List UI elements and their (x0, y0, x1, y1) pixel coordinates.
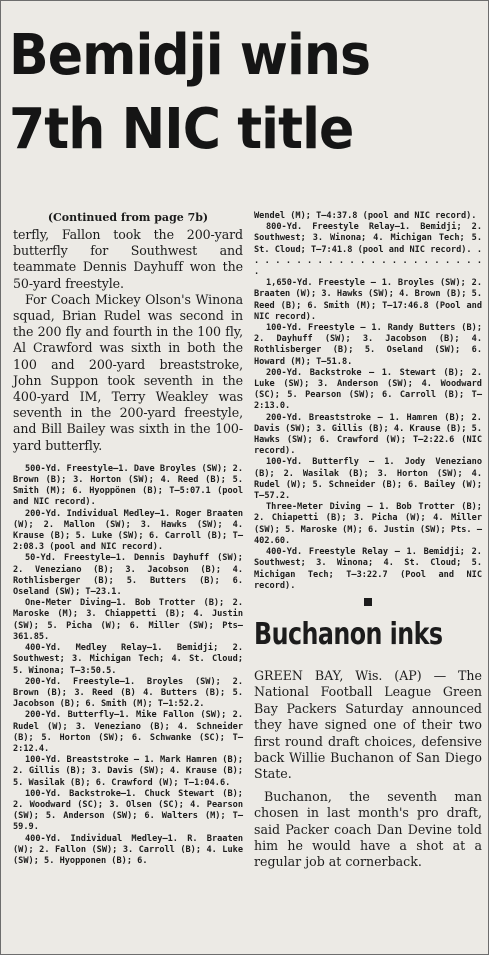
continued-note: (Continued from page 7b) (47, 211, 209, 224)
result-entry: 500-Yd. Freestyle—1. Dave Broyles (SW); 2. Brown (B); 3. Horton (SW); 4. Reed (B); 5. Smith (M); 6. Hyoppönen (B); T—5:07.1 (pool and NIC record). (13, 463, 243, 508)
result-entry: 200-Yd. Butterfly—1. Mike Fallon (SW); 2. Rudel (W); 3. Veneziano (B); 4. Schneider (B); 5. Horton (SW); 6. Schwanke (SC); T—2:12.4. (13, 710, 243, 754)
result-entry: 400-Yd. Medley Relay—1. Bemidji; 2. Southwest; 3. Michigan Tech; 4. St. Cloud; 5. Winona; T—3:50.5. (13, 643, 243, 676)
results-list-left (13, 464, 243, 867)
result-entry: Three-Meter Diving — 1. Bob Trotter (B); 2. Chiapetti (B); 3. Picha (W); 4. Miller (SW); 5. Maroske (M); 6. Justin (SW); Pts. — 402.60. (254, 502, 482, 546)
result-entry: 100-Yd. Breaststroke — 1. Mark Hamren (B); 2. Gillis (B); 3. Davis (SW); 4. Krause (B); 5. Wasilak (B); 6. Crawford (W); T—1:04.6. (13, 755, 243, 788)
result-entry: Wendel (M); T—4:37.8 (pool and NIC record). (254, 211, 477, 221)
section-divider-mark (364, 598, 372, 606)
result-entry: 200-Yd. Freestyle—1. Broyles (SW); 2. Brown (B); 3. Reed (B) 4. Butters (B); 5. Jacobson (B); 6. Smith (M); T—1:52.2. (13, 676, 243, 710)
result-entry: 200-Yd. Breaststroke — 1. Hamren (B); 2. Davis (SW); 3. Gillis (B); 4. Krause (B); 5. Hawks (SW); 6. Crawford (W); T—2:22.6 (NIC record). (254, 412, 482, 457)
result-entry: 1,650-Yd. Freestyle — 1. Broyles (SW); 2. Braaten (W); 3. Hawks (SW); 4. Brown (B); 5. Reed (B); 6. Smith (M); T—17:46.8 (Pool and NIC record). (254, 278, 482, 322)
result-entry: 400-Yd. Individual Medley—1. R. Braaten (W); 2. Fallon (SW); 3. Carroll (B); 4. Luke (SW); 5. Hyopponen (B); 6. (13, 833, 243, 866)
body-paragraph-1: terfly, Fallon took the 200-yard butterfly for Southwest and teammate Dennis Dayhuff won the 50-yard freestyle. (13, 227, 243, 291)
headline-line-2: 7th NIC title (9, 97, 354, 162)
result-entry: 200-Yd. Backstroke — 1. Stewart (B); 2. Luke (SW); 3. Anderson (SW); 4. Woodward (SC); 5. Pearson (SW); 6. Carroll (B); T—2:13.0. (254, 367, 482, 412)
story-paragraph-2: Buchanon, the seventh man chosen in last month's pro draft, said Packer coach Dan Devine told him he would have a shot at a regular job at cornerback. (254, 788, 482, 870)
result-entry: 100-Yd. Backstroke—1. Chuck Stewart (B); 2. Woodward (SC); 3. Olsen (SC); 4. Pearson (SW); 5. Anderson (SW); 6. Walters (M); T—59.9. (13, 788, 243, 833)
story-headline: Buchanon inks (254, 616, 443, 652)
story-paragraph-1: GREEN BAY, Wis. (AP) — The National Football League Green Bay Packers Saturday announced they have signed one of their two first round draft choices, defensive back Willie Buchanon of San Diego State. (254, 667, 482, 782)
headline-line-1: Bemidji wins (9, 23, 371, 88)
result-entry: One-Meter Diving—1. Bob Trotter (B); 2. Maroske (M); 3. Chiappetti (B); 4. Justin (SW); 5. Picha (W); 6. Miller (SW); Pts—361.85. (13, 598, 243, 642)
right-column (254, 211, 482, 871)
result-entry: 400-Yd. Freestyle Relay — 1. Bemidji; 2. Southwest; 3. Winona; 4. St. Cloud; 5. Michigan Tech; T—3:22.7 (Pool and NIC record). (254, 547, 482, 591)
result-entry: 200-Yd. Individual Medley—1. Roger Braaten (W); 2. Mallon (SW); 3. Hawks (SW); 4. Krause (B); 5. Luke (SW); 6. Carroll (B); T—2:08.3 (pool and NIC record). (13, 508, 243, 553)
main-headline (9, 19, 446, 167)
result-entry: 100-Yd. Butterfly — 1. Jody Veneziano (B); 2. Wasilak (B); 3. Horton (SW); 4. Rudel (W); 5. Schneider (B); 6. Bailey (W); T—57.2. (254, 457, 482, 502)
result-entry: 50-Yd. Freestyle—1. Dennis Dayhuff (SW); 2. Veneziano (B); 3. Jacobson (B); 4. Rothlisberger (B); 5. Butters (B); 6. Oseland (SW); T—23.1. (13, 553, 243, 598)
result-entry: 800-Yd. Freestyle Relay—1. Bemidji; 2. Southwest; 3. Winona; 4. Michigan Tech; 5. St. Cloud; T—7:41.8 (pool and NIC record). . . . . . . . . . . . . . . . . . . . . . . . . (254, 222, 482, 278)
body-paragraph-2: For Coach Mickey Olson's Winona squad, Brian Rudel was second in the 200 fly and fourth in the 100 fly, Al Crawford was sixth in both the 100 and 200-yard breaststroke, John Suppon took seventh in the 400-yard IM, Terry Weakley was seventh in the 200-yard freestyle, and Bill Bailey was sixth in the 100-yard butterfly. (13, 291, 243, 453)
result-entry: 100-Yd. Freestyle — 1. Randy Butters (B); 2. Dayhuff (SW); 3. Jacobson (B); 4. Rothlisberger (B); 5. Oseland (SW); 6. Howard (M); T—51.8. (254, 323, 482, 367)
results-list-right (254, 211, 482, 592)
left-column (13, 211, 243, 867)
spacer (13, 454, 243, 464)
